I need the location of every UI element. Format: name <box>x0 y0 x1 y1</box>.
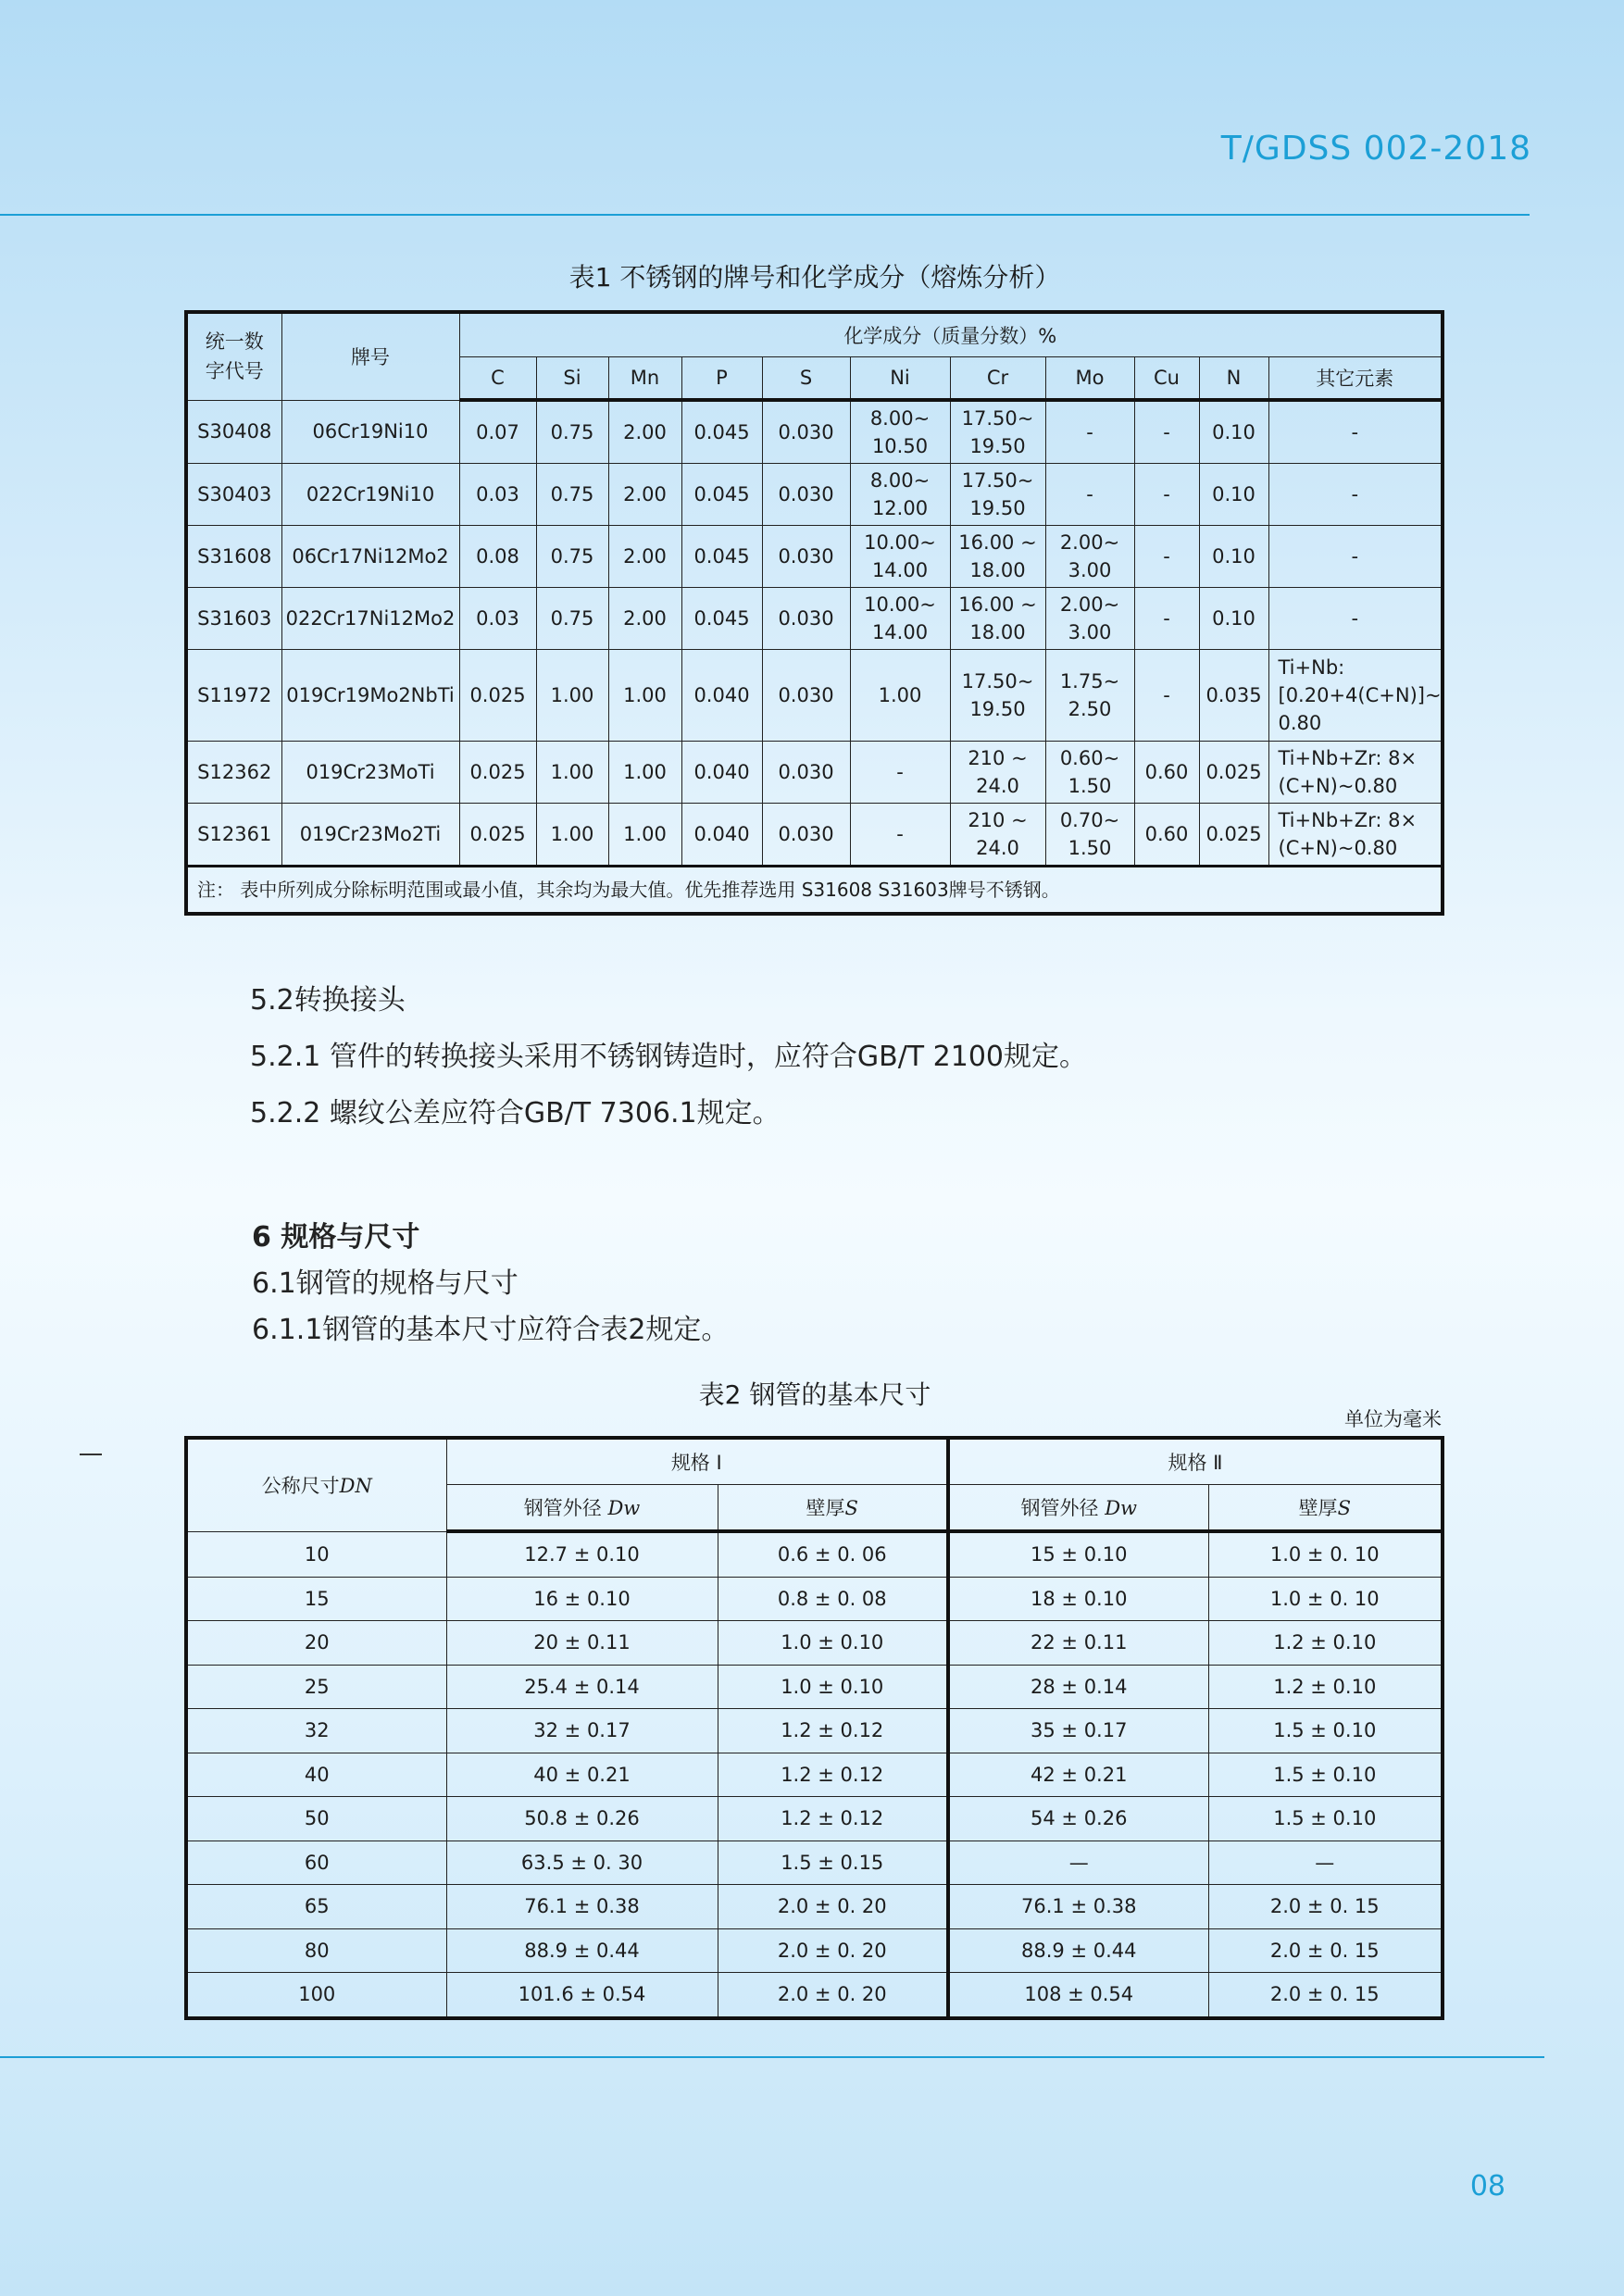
pipe-dimensions-table <box>184 1436 1444 2020</box>
composition-group-header: 化学成分（质量分数）% <box>459 312 1443 357</box>
table-cell: S30408 <box>186 400 281 464</box>
table-note-row <box>186 867 1443 915</box>
table-cell: 0.035 <box>1199 650 1268 742</box>
table-cell: 1.00 <box>536 650 608 742</box>
table-cell: 1.5 ± 0.10 <box>1208 1753 1443 1797</box>
table-row <box>186 400 1443 464</box>
table-cell: - <box>1268 588 1443 650</box>
table-cell: 0.10 <box>1199 464 1268 526</box>
table-cell: 2.00 <box>608 400 681 464</box>
table-cell: 8.00~ 12.00 <box>850 464 950 526</box>
table-cell: 0.025 <box>1199 804 1268 867</box>
table2-caption: 表2 钢管的基本尺寸 <box>698 1379 931 1410</box>
table-cell: 15 ± 0.10 <box>948 1531 1208 1577</box>
table-cell: 15 <box>186 1577 446 1621</box>
table-cell: 20 ± 0.11 <box>446 1621 718 1666</box>
table-cell: 0.045 <box>681 588 762 650</box>
table-cell: 0.040 <box>681 804 762 867</box>
table-cell: 32 <box>186 1709 446 1753</box>
table-row <box>186 1797 1443 1841</box>
table-cell: — <box>948 1841 1208 1885</box>
table-row <box>186 650 1443 742</box>
table-cell: 0.10 <box>1199 526 1268 588</box>
table-cell: 40 <box>186 1753 446 1797</box>
element-header: Si <box>536 357 608 401</box>
table-cell: 022Cr17Ni12Mo2 <box>281 588 459 650</box>
table-cell: 0.07 <box>459 400 536 464</box>
table-cell: 10.00~ 14.00 <box>850 588 950 650</box>
table-row <box>186 526 1443 588</box>
table-cell: 50.8 ± 0.26 <box>446 1797 718 1841</box>
table-cell: 10.00~ 14.00 <box>850 526 950 588</box>
table-cell: 210 ~ 24.0 <box>950 742 1045 804</box>
table-cell: 019Cr19Mo2NbTi <box>281 650 459 742</box>
table-cell: 101.6 ± 0.54 <box>446 1973 718 2018</box>
table-cell: 76.1 ± 0.38 <box>948 1885 1208 1929</box>
table-cell: 76.1 ± 0.38 <box>446 1885 718 1929</box>
table-cell: 50 <box>186 1797 446 1841</box>
table-cell: 1.2 ± 0.12 <box>718 1797 948 1841</box>
element-header: Cu <box>1134 357 1199 401</box>
table-cell: - <box>850 742 950 804</box>
table-cell: 25.4 ± 0.14 <box>446 1665 718 1709</box>
table-cell: 0.75 <box>536 588 608 650</box>
element-header: C <box>459 357 536 401</box>
table-cell: 2.00 <box>608 526 681 588</box>
table-cell: 0.045 <box>681 400 762 464</box>
table-cell: 2.0 ± 0. 15 <box>1208 1928 1443 1973</box>
table-cell: 0.030 <box>762 526 850 588</box>
unit-note: 单位为毫米 <box>1344 1408 1442 1430</box>
table-cell: 0.025 <box>459 742 536 804</box>
table-cell: Ti+Nb+Zr: 8× (C+N)~0.80 <box>1268 804 1443 867</box>
table-row <box>186 1753 1443 1797</box>
table-cell: 88.9 ± 0.44 <box>446 1928 718 1973</box>
table-cell: - <box>850 804 950 867</box>
table-row <box>186 1531 1443 1577</box>
table-cell: 1.5 ± 0.10 <box>1208 1709 1443 1753</box>
table-cell: 1.00 <box>608 650 681 742</box>
table-row <box>186 1577 1443 1621</box>
table-row <box>186 1709 1443 1753</box>
table-cell: 80 <box>186 1928 446 1973</box>
table-row <box>186 1665 1443 1709</box>
table-cell: 0.030 <box>762 804 850 867</box>
table-cell: S30403 <box>186 464 281 526</box>
table-cell: - <box>1268 464 1443 526</box>
table-cell: 2.00~ 3.00 <box>1045 588 1134 650</box>
table-cell: 0.03 <box>459 588 536 650</box>
table-cell: 0.030 <box>762 742 850 804</box>
clause-5-2-2: 5.2.2 螺纹公差应符合GB/T 7306.1规定。 <box>250 1097 781 1129</box>
table-cell: - <box>1134 464 1199 526</box>
table-cell: 019Cr23Mo2Ti <box>281 804 459 867</box>
table-cell: 019Cr23MoTi <box>281 742 459 804</box>
table-cell: 0.045 <box>681 526 762 588</box>
element-header: Mn <box>608 357 681 401</box>
table-cell: 16.00 ~ 18.00 <box>950 526 1045 588</box>
table-cell: 35 ± 0.17 <box>948 1709 1208 1753</box>
col-code-header: 统一数字代号 <box>186 312 281 400</box>
table-cell: - <box>1045 464 1134 526</box>
table-cell: 0.10 <box>1199 588 1268 650</box>
table-row <box>186 1621 1443 1666</box>
table-cell: 0.8 ± 0. 08 <box>718 1577 948 1621</box>
table-cell: 0.030 <box>762 588 850 650</box>
table-cell: 20 <box>186 1621 446 1666</box>
element-header: Mo <box>1045 357 1134 401</box>
table-cell: 1.5 ± 0.10 <box>1208 1797 1443 1841</box>
table-cell: 06Cr17Ni12Mo2 <box>281 526 459 588</box>
table-cell: - <box>1134 588 1199 650</box>
element-header: Ni <box>850 357 950 401</box>
section-5-2: 5.2转换接头 <box>250 984 406 1017</box>
table-cell: 63.5 ± 0. 30 <box>446 1841 718 1885</box>
table-cell: - <box>1268 400 1443 464</box>
table-cell: 1.00 <box>536 742 608 804</box>
element-header: 其它元素 <box>1268 357 1443 401</box>
table-cell: 2.00~ 3.00 <box>1045 526 1134 588</box>
section-6-heading: 6 规格与尺寸 <box>252 1221 420 1254</box>
table-cell: — <box>1208 1841 1443 1885</box>
table-cell: 17.50~ 19.50 <box>950 650 1045 742</box>
clause-6-1-1: 6.1.1钢管的基本尺寸应符合表2规定。 <box>252 1314 730 1346</box>
table-row <box>186 742 1443 804</box>
table-cell: 32 ± 0.17 <box>446 1709 718 1753</box>
table-cell: 60 <box>186 1841 446 1885</box>
page-number: 08 <box>1469 2170 1505 2202</box>
table-cell: Ti+Nb: [0.20+4(C+N)]~ 0.80 <box>1268 650 1443 742</box>
table-cell: 0.030 <box>762 650 850 742</box>
table-cell: 1.0 ± 0. 10 <box>1208 1531 1443 1577</box>
spec1-header: 规格 Ⅰ <box>446 1438 948 1485</box>
table-cell: 1.75~ 2.50 <box>1045 650 1134 742</box>
table-cell: 2.00 <box>608 464 681 526</box>
table-cell: S11972 <box>186 650 281 742</box>
header-rule <box>0 214 1530 216</box>
spec2-od-header: 钢管外径 Dw <box>948 1485 1208 1532</box>
table-row <box>186 1885 1443 1929</box>
table-cell: 0.70~ 1.50 <box>1045 804 1134 867</box>
dn-symbol: DN <box>339 1475 372 1498</box>
table-cell: 1.2 ± 0.12 <box>718 1709 948 1753</box>
table-cell: 22 ± 0.11 <box>948 1621 1208 1666</box>
section-6-1: 6.1钢管的规格与尺寸 <box>252 1267 518 1300</box>
table-cell: 0.040 <box>681 650 762 742</box>
table-cell: 0.025 <box>459 650 536 742</box>
table-cell: 1.0 ± 0. 10 <box>1208 1577 1443 1621</box>
table-cell: 0.03 <box>459 464 536 526</box>
table-cell: 1.5 ± 0.15 <box>718 1841 948 1885</box>
table-cell: 0.025 <box>459 804 536 867</box>
table-cell: 17.50~ 19.50 <box>950 464 1045 526</box>
col-dn-header: 公称尺寸DN <box>186 1438 446 1531</box>
table-cell: 2.0 ± 0. 20 <box>718 1928 948 1973</box>
table-row <box>186 588 1443 650</box>
table-cell: - <box>1134 650 1199 742</box>
element-header: N <box>1199 357 1268 401</box>
table-cell: S31608 <box>186 526 281 588</box>
margin-dash <box>80 1454 102 1455</box>
table-row <box>186 464 1443 526</box>
table-cell: 210 ~ 24.0 <box>950 804 1045 867</box>
table-cell: 40 ± 0.21 <box>446 1753 718 1797</box>
table-cell: 0.10 <box>1199 400 1268 464</box>
table-cell: S12362 <box>186 742 281 804</box>
table-cell: 54 ± 0.26 <box>948 1797 1208 1841</box>
table-cell: 28 ± 0.14 <box>948 1665 1208 1709</box>
table-cell: 0.08 <box>459 526 536 588</box>
table-cell: 88.9 ± 0.44 <box>948 1928 1208 1973</box>
element-header: Cr <box>950 357 1045 401</box>
table-cell: 022Cr19Ni10 <box>281 464 459 526</box>
table-cell: 8.00~ 10.50 <box>850 400 950 464</box>
table-cell: 108 ± 0.54 <box>948 1973 1208 2018</box>
table-cell: 65 <box>186 1885 446 1929</box>
table-cell: 1.00 <box>608 804 681 867</box>
clause-5-2-1: 5.2.1 管件的转换接头采用不锈钢铸造时，应符合GB/T 2100规定。 <box>250 1041 1088 1073</box>
table-cell: S12361 <box>186 804 281 867</box>
chemical-composition-table <box>184 310 1444 916</box>
spec2-header: 规格 Ⅱ <box>948 1438 1443 1485</box>
table-row <box>186 1928 1443 1973</box>
table-cell: 1.2 ± 0.10 <box>1208 1621 1443 1666</box>
table-row <box>186 1841 1443 1885</box>
col-grade-header: 牌号 <box>281 312 459 400</box>
table-cell: - <box>1134 400 1199 464</box>
table-cell: 12.7 ± 0.10 <box>446 1531 718 1577</box>
table-cell: 18 ± 0.10 <box>948 1577 1208 1621</box>
table-cell: 0.040 <box>681 742 762 804</box>
table-cell: 0.75 <box>536 464 608 526</box>
table-cell: 42 ± 0.21 <box>948 1753 1208 1797</box>
table-cell: 0.60 <box>1134 804 1199 867</box>
table-cell: 1.00 <box>608 742 681 804</box>
table-note: 注： 表中所列成分除标明范围或最小值，其余均为最大值。优先推荐选用 S31608 S31603牌号不锈钢。 <box>186 867 1443 915</box>
table-cell: 2.0 ± 0. 15 <box>1208 1885 1443 1929</box>
table-cell: 06Cr19Ni10 <box>281 400 459 464</box>
element-header: S <box>762 357 850 401</box>
table-cell: 0.60~ 1.50 <box>1045 742 1134 804</box>
table-cell: 16 ± 0.10 <box>446 1577 718 1621</box>
footer-rule <box>0 2056 1544 2058</box>
table-cell: 0.6 ± 0. 06 <box>718 1531 948 1577</box>
table-cell: 0.045 <box>681 464 762 526</box>
table-cell: 2.0 ± 0. 20 <box>718 1973 948 2018</box>
table-cell: 0.75 <box>536 400 608 464</box>
table-cell: 100 <box>186 1973 446 2018</box>
table-cell: - <box>1134 526 1199 588</box>
table-cell: 16.00 ~ 18.00 <box>950 588 1045 650</box>
table-cell: 0.75 <box>536 526 608 588</box>
standard-number: T/GDSS 002-2018 <box>1220 130 1531 168</box>
table-cell: 0.025 <box>1199 742 1268 804</box>
table-cell: 10 <box>186 1531 446 1577</box>
table-row <box>186 804 1443 867</box>
table-cell: 2.00 <box>608 588 681 650</box>
table-cell: 1.0 ± 0.10 <box>718 1621 948 1666</box>
table-cell: - <box>1268 526 1443 588</box>
element-header: P <box>681 357 762 401</box>
table-cell: S31603 <box>186 588 281 650</box>
table-cell: - <box>1045 400 1134 464</box>
table-cell: 2.0 ± 0. 20 <box>718 1885 948 1929</box>
table-cell: 0.030 <box>762 400 850 464</box>
table-cell: 0.030 <box>762 464 850 526</box>
table-cell: 17.50~ 19.50 <box>950 400 1045 464</box>
table-cell: Ti+Nb+Zr: 8× (C+N)~0.80 <box>1268 742 1443 804</box>
table-cell: 1.00 <box>536 804 608 867</box>
spec2-wall-header: 壁厚S <box>1208 1485 1443 1532</box>
spec1-wall-header: 壁厚S <box>718 1485 948 1532</box>
table-cell: 0.60 <box>1134 742 1199 804</box>
table1-caption: 表1 不锈钢的牌号和化学成分（熔炼分析） <box>568 262 1061 293</box>
table-cell: 1.2 ± 0.12 <box>718 1753 948 1797</box>
spec1-od-header: 钢管外径 Dw <box>446 1485 718 1532</box>
table-cell: 25 <box>186 1665 446 1709</box>
table-cell: 1.0 ± 0.10 <box>718 1665 948 1709</box>
table-cell: 1.00 <box>850 650 950 742</box>
table-cell: 2.0 ± 0. 15 <box>1208 1973 1443 2018</box>
table-cell: 1.2 ± 0.10 <box>1208 1665 1443 1709</box>
table-row <box>186 1973 1443 2018</box>
